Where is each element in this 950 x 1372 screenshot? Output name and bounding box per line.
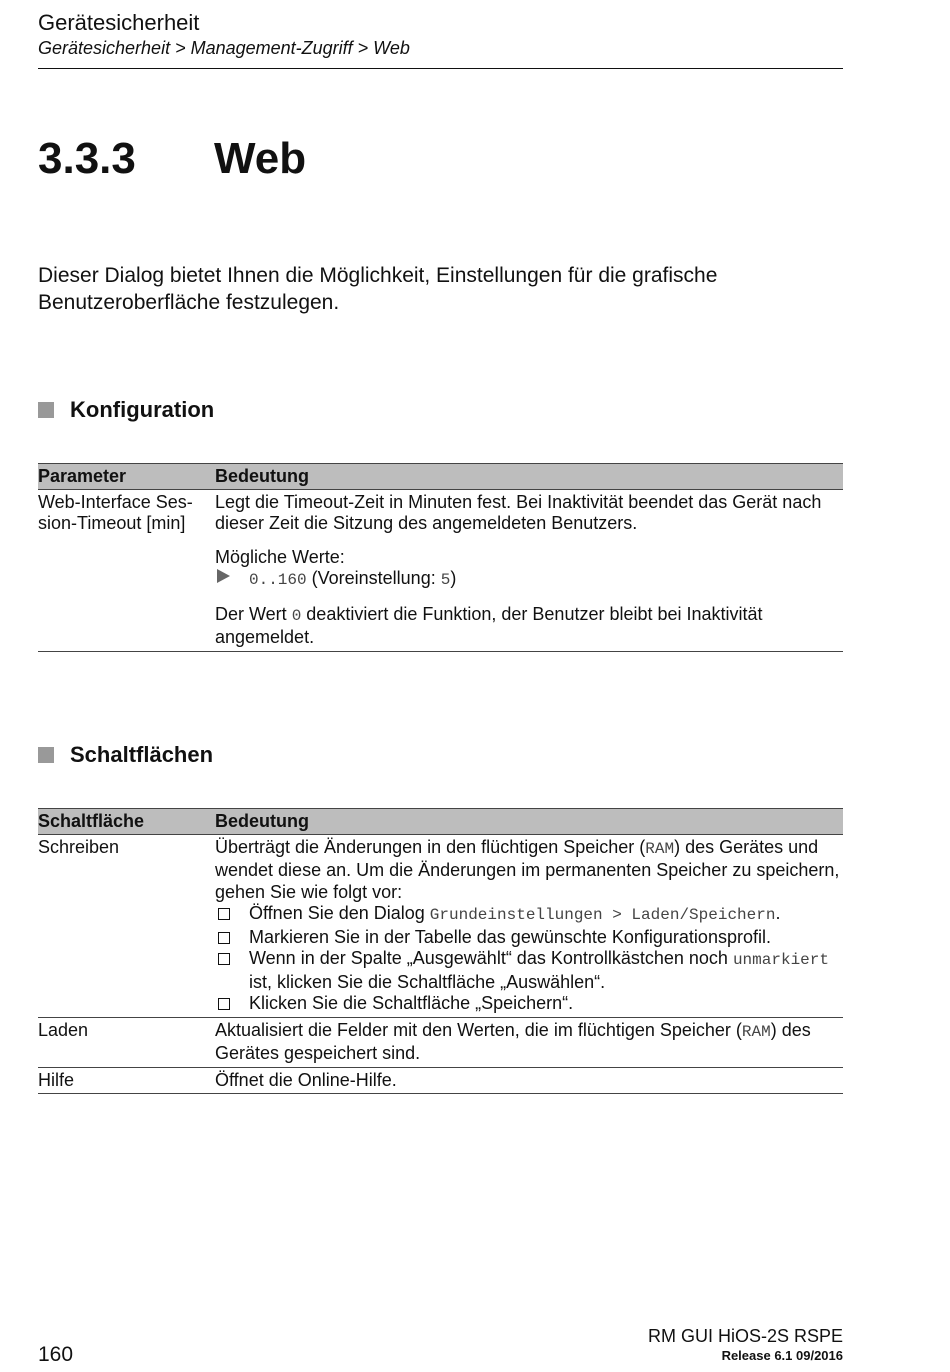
- chapter-number: 3.3.3: [38, 134, 136, 183]
- parameter-cell: [38, 489, 215, 651]
- meaning-cell: [215, 489, 843, 651]
- dialog-path-code: Grundeinstellungen > Laden/Speichern: [429, 906, 776, 924]
- arrow-bullet-icon: [217, 569, 230, 583]
- page-number: 160: [38, 1343, 74, 1366]
- column-header-meaning: Bedeutung: [215, 464, 843, 490]
- button-name-load: Laden: [38, 1017, 215, 1067]
- checkbox-bullet-icon: [218, 932, 230, 944]
- write-description: Überträgt die Änderungen in den flüchtigen Speicher (RAM) des Gerätes und wendet diese an. Um die Änderungen im permanenten Speicher zu speichern, gehen Sie wie folgt vor:: [215, 836, 840, 902]
- parameter-description: Legt die Timeout-Zeit in Minuten fest. Bei Inaktivität beendet das Gerät nach dieser Zeit die Sitzung des angemeldeten Benutzers.: [215, 491, 822, 533]
- meaning-cell: [215, 1017, 843, 1067]
- button-name-help: Hilfe: [38, 1067, 215, 1094]
- table-row: [38, 834, 843, 1017]
- column-header-meaning: Bedeutung: [215, 809, 843, 835]
- intro-paragraph: Dieser Dialog bietet Ihnen die Möglichkeit, Einstellungen für die grafische Benutzeroberfläche festzulegen.: [38, 264, 718, 314]
- buttons-table: [38, 808, 843, 1094]
- unmarked-code: unmarkiert: [732, 951, 829, 969]
- ram-code: RAM: [741, 1022, 771, 1041]
- breadcrumb: Gerätesicherheit > Management-Zugriff > Web: [38, 38, 410, 58]
- checkbox-bullet-icon: [218, 998, 230, 1010]
- square-bullet-icon: [38, 747, 54, 763]
- chapter-title: Web: [214, 134, 307, 183]
- running-header-title: Gerätesicherheit: [38, 10, 200, 35]
- checkbox-bullet-icon: [218, 908, 230, 920]
- release-info: Release 6.1 09/2016: [721, 1348, 843, 1363]
- configuration-table: [38, 463, 843, 652]
- default-value: 5: [440, 571, 451, 589]
- column-header-button: Schaltfläche: [38, 809, 215, 835]
- parameter-name-line1: Web-Interface Ses-: [38, 491, 193, 512]
- help-description: Öffnet die Online-Hilfe.: [215, 1067, 843, 1094]
- section-heading-configuration: [38, 397, 214, 423]
- table-row: [38, 1067, 843, 1094]
- section-title: Schaltflächen: [70, 742, 214, 767]
- disable-note: Der Wert 0 deaktiviert die Funktion, der Benutzer bleibt bei Inaktivität angemeldet.: [215, 603, 763, 647]
- checkbox-bullet-icon: [218, 953, 230, 965]
- disable-value: 0: [291, 606, 302, 625]
- table-header-row: [38, 464, 843, 490]
- meaning-cell: [215, 834, 843, 1017]
- button-name-write: Schreiben: [38, 834, 215, 1017]
- list-item: Wenn in der Spalte „Ausgewählt“ das Kontrollkästchen noch unmarkiert ist, klicken Sie die Schaltfläche „Auswählen“.: [215, 948, 843, 993]
- header-divider: [38, 68, 843, 69]
- list-item: Öffnen Sie den Dialog Grundeinstellungen > Laden/Speichern.: [215, 903, 843, 927]
- table-header-row: [38, 809, 843, 835]
- value-range: 0..160: [249, 571, 307, 589]
- list-item: Markieren Sie in der Tabelle das gewünschte Konfigurationsprofil.: [215, 927, 843, 949]
- table-row: [38, 489, 843, 651]
- column-header-parameter: Parameter: [38, 464, 215, 490]
- square-bullet-icon: [38, 402, 54, 418]
- section-title: Konfiguration: [70, 397, 215, 422]
- value-range-item: 0..160 (Voreinstellung: 5): [215, 568, 843, 592]
- ram-code: RAM: [645, 839, 675, 858]
- load-description: Aktualisiert die Felder mit den Werten, die im flüchtigen Speicher (RAM) des Gerätes gespeichert sind.: [215, 1019, 811, 1063]
- list-item: Klicken Sie die Schaltfläche „Speichern“.: [215, 993, 843, 1015]
- chapter-heading: [38, 134, 306, 184]
- section-heading-buttons: [38, 742, 213, 768]
- table-row: [38, 1017, 843, 1067]
- document-title: RM GUI HiOS-2S RSPE: [647, 1326, 843, 1346]
- parameter-name-line2: sion-Timeout [min]: [38, 513, 186, 533]
- possible-values-label: Mögliche Werte:: [215, 546, 345, 567]
